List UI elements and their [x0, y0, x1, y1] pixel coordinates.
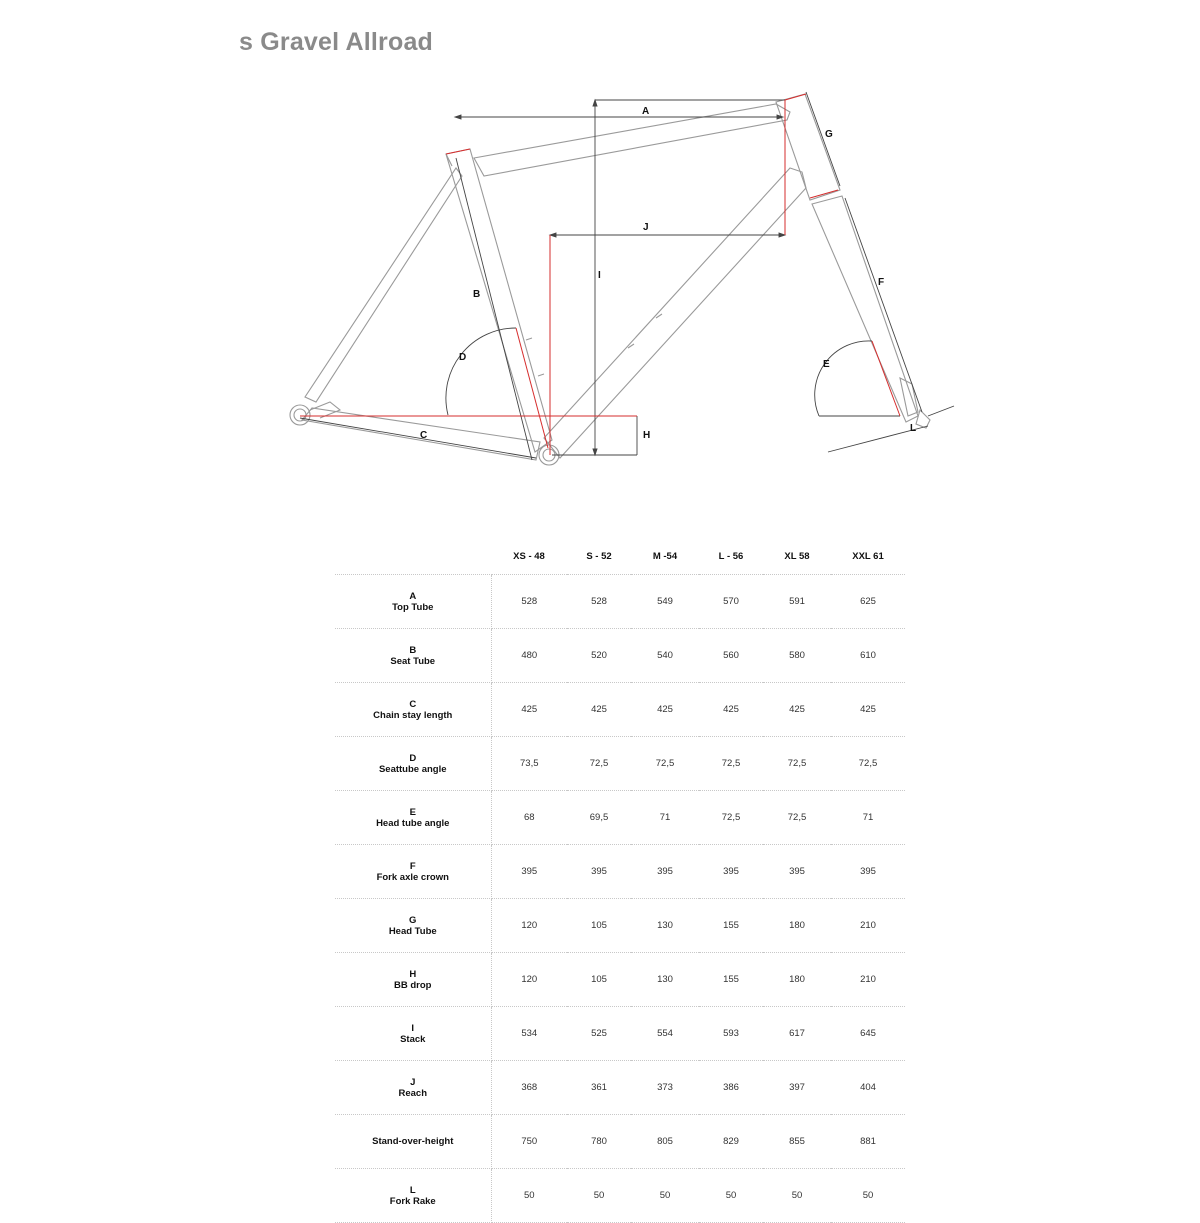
value-cell: 73,5	[491, 737, 567, 791]
value-cell: 361	[567, 1061, 631, 1115]
value-cell: 395	[491, 845, 567, 899]
value-cell: 130	[631, 899, 699, 953]
value-cell: 534	[491, 1007, 567, 1061]
row-name: Chain stay length	[373, 709, 453, 721]
value-cell: 72,5	[567, 737, 631, 791]
label-a: A	[642, 106, 650, 117]
value-cell: 155	[699, 953, 763, 1007]
value-cell: 50	[631, 1169, 699, 1223]
row-letter: B	[409, 644, 417, 656]
size-header: XL 58	[763, 538, 831, 575]
value-cell: 528	[491, 575, 567, 629]
value-cell: 72,5	[763, 737, 831, 791]
value-cell: 120	[491, 953, 567, 1007]
value-cell: 72,5	[631, 737, 699, 791]
row-label	[335, 1169, 491, 1223]
value-cell: 425	[831, 683, 905, 737]
row-label	[335, 683, 491, 737]
value-cell: 570	[699, 575, 763, 629]
row-name: Seat Tube	[390, 655, 436, 667]
down-tube	[544, 168, 806, 458]
label-g: G	[825, 129, 833, 140]
row-name: BB drop	[394, 979, 432, 991]
label-l: L	[910, 423, 917, 434]
value-cell: 210	[831, 899, 905, 953]
value-cell: 71	[631, 791, 699, 845]
row-letter: E	[409, 806, 416, 818]
value-cell: 554	[631, 1007, 699, 1061]
row-name: Top Tube	[392, 601, 434, 613]
value-cell: 625	[831, 575, 905, 629]
size-header: S - 52	[567, 538, 631, 575]
value-cell: 105	[567, 953, 631, 1007]
geometry-table-body	[335, 575, 905, 1223]
size-header: XXL 61	[831, 538, 905, 575]
row-letter: H	[409, 968, 417, 980]
value-cell: 386	[699, 1061, 763, 1115]
value-cell: 593	[699, 1007, 763, 1061]
row-letter: G	[409, 914, 417, 926]
value-cell: 750	[491, 1115, 567, 1169]
header-corner	[335, 538, 491, 575]
value-cell: 617	[763, 1007, 831, 1061]
value-cell: 425	[491, 683, 567, 737]
frame-outline	[290, 94, 930, 465]
table-row	[335, 683, 905, 737]
label-b: B	[473, 289, 481, 300]
value-cell: 395	[699, 845, 763, 899]
row-name: Stand-over-height	[372, 1136, 454, 1147]
value-cell: 480	[491, 629, 567, 683]
row-label	[335, 953, 491, 1007]
value-cell: 210	[831, 953, 905, 1007]
row-name: Head Tube	[388, 925, 437, 937]
row-letter: L	[409, 1184, 416, 1196]
value-cell: 368	[491, 1061, 567, 1115]
row-letter: D	[409, 752, 417, 764]
top-tube	[474, 104, 790, 176]
value-cell: 395	[567, 845, 631, 899]
label-e: E	[823, 359, 830, 370]
label-f: F	[878, 277, 885, 288]
size-header: XS - 48	[491, 538, 567, 575]
label-j: J	[643, 222, 649, 233]
row-label	[335, 575, 491, 629]
value-cell: 780	[567, 1115, 631, 1169]
value-cell: 180	[763, 953, 831, 1007]
table-row	[335, 575, 905, 629]
rear-dropout	[290, 405, 310, 425]
value-cell: 72,5	[763, 791, 831, 845]
value-cell: 395	[763, 845, 831, 899]
page-title: s Gravel Allroad	[239, 28, 434, 56]
row-name: Reach	[398, 1087, 427, 1099]
table-row	[335, 1115, 905, 1169]
value-cell: 130	[631, 953, 699, 1007]
value-cell: 540	[631, 629, 699, 683]
value-cell: 50	[699, 1169, 763, 1223]
value-cell: 855	[763, 1115, 831, 1169]
size-header-row	[335, 538, 905, 575]
label-i: I	[598, 270, 601, 281]
row-name: Head tube angle	[376, 817, 450, 829]
value-cell: 180	[763, 899, 831, 953]
value-cell: 72,5	[699, 737, 763, 791]
table-row	[335, 737, 905, 791]
value-cell: 425	[567, 683, 631, 737]
value-cell: 395	[831, 845, 905, 899]
value-cell: 105	[567, 899, 631, 953]
value-cell: 50	[491, 1169, 567, 1223]
value-cell: 520	[567, 629, 631, 683]
label-d: D	[459, 352, 467, 363]
value-cell: 373	[631, 1061, 699, 1115]
table-row	[335, 629, 905, 683]
value-cell: 829	[699, 1115, 763, 1169]
value-cell: 120	[491, 899, 567, 953]
row-label	[335, 1061, 491, 1115]
row-name: Stack	[400, 1033, 426, 1045]
value-cell: 645	[831, 1007, 905, 1061]
dimension-lines	[300, 92, 954, 460]
row-label	[335, 1115, 491, 1169]
row-name: Fork axle crown	[376, 871, 449, 883]
seat-tube	[446, 149, 552, 452]
value-cell: 805	[631, 1115, 699, 1169]
value-cell: 881	[831, 1115, 905, 1169]
value-cell: 50	[763, 1169, 831, 1223]
value-cell: 610	[831, 629, 905, 683]
value-cell: 72,5	[831, 737, 905, 791]
value-cell: 71	[831, 791, 905, 845]
label-h: H	[643, 430, 651, 441]
value-cell: 525	[567, 1007, 631, 1061]
value-cell: 404	[831, 1061, 905, 1115]
table-row	[335, 1061, 905, 1115]
value-cell: 580	[763, 629, 831, 683]
value-cell: 425	[763, 683, 831, 737]
row-letter: F	[409, 860, 416, 872]
row-letter: A	[409, 590, 417, 602]
value-cell: 560	[699, 629, 763, 683]
row-letter: J	[410, 1076, 416, 1088]
table-row	[335, 1007, 905, 1061]
value-cell: 50	[567, 1169, 631, 1223]
row-name: Seattube angle	[378, 763, 447, 775]
row-label	[335, 899, 491, 953]
frame-geometry-diagram	[0, 0, 1200, 500]
row-name: Fork Rake	[389, 1195, 436, 1207]
row-label	[335, 629, 491, 683]
value-cell: 397	[763, 1061, 831, 1115]
row-letter: C	[409, 698, 417, 710]
row-label	[335, 1007, 491, 1061]
row-letter: I	[411, 1022, 415, 1034]
value-cell: 549	[631, 575, 699, 629]
value-cell: 68	[491, 791, 567, 845]
row-label	[335, 845, 491, 899]
size-header: L - 56	[699, 538, 763, 575]
table-row	[335, 791, 905, 845]
size-header: M -54	[631, 538, 699, 575]
table-row	[335, 953, 905, 1007]
label-c: C	[420, 430, 428, 441]
table-row	[335, 845, 905, 899]
value-cell: 425	[631, 683, 699, 737]
row-label	[335, 791, 491, 845]
value-cell: 50	[831, 1169, 905, 1223]
value-cell: 591	[763, 575, 831, 629]
value-cell: 155	[699, 899, 763, 953]
value-cell: 72,5	[699, 791, 763, 845]
value-cell: 528	[567, 575, 631, 629]
value-cell: 69,5	[567, 791, 631, 845]
seat-stay	[305, 168, 462, 402]
table-row	[335, 1169, 905, 1223]
value-cell: 395	[631, 845, 699, 899]
value-cell: 425	[699, 683, 763, 737]
table-row	[335, 899, 905, 953]
geometry-table	[335, 538, 905, 1223]
row-label	[335, 737, 491, 791]
